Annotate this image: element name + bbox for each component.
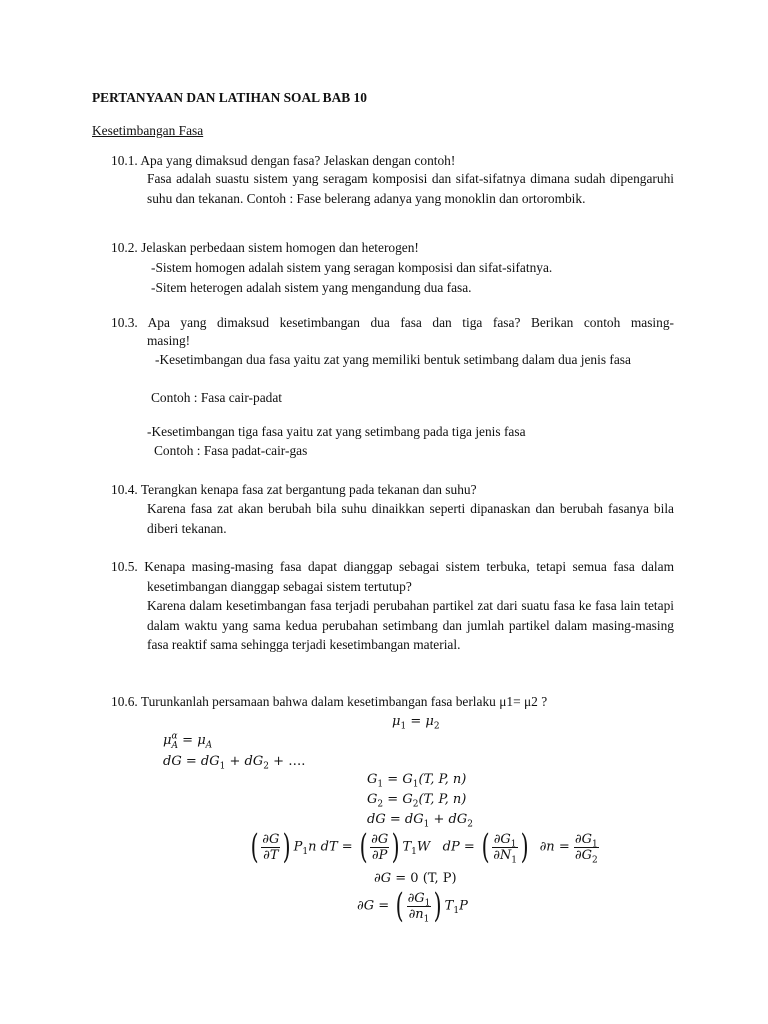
answer-10-3-two-phase: -Kesetimbangan dua fasa yaitu zat yang memiliki bentuk setimbang dalam dua jenis fasa — [155, 352, 631, 367]
question-10-5-text: 10.5. Kenapa masing-masing fasa dapat dianggap sebagai sistem terbuka, tetapi semua fasa dalam kesetimbangan dianggap sebagai sistem tertutup? — [111, 559, 674, 594]
equation-mu-alpha-a: $\mu^\alpha_A = \mu_A$ — [163, 731, 213, 751]
question-10-1: 10.1. Apa yang dimaksud dengan fasa? Jelaskan dengan contoh! — [111, 153, 456, 168]
question-10-5 — [111, 557, 674, 596]
question-10-4: 10.4. Terangkan kenapa fasa zat bergantung pada tekanan dan suhu? — [111, 482, 477, 497]
question-10-2: 10.2. Jelaskan perbedaan sistem homogen dan heterogen! — [111, 240, 419, 255]
question-10-3-line2: masing! — [147, 333, 191, 348]
question-10-6: 10.6. Turunkanlah persamaan bahwa dalam kesetimbangan fasa berlaku μ1= μ2 ? — [111, 694, 548, 709]
answer-10-3-three-phase: -Kesetimbangan tiga fasa yaitu zat yang setimbang pada tiga jenis fasa — [147, 424, 526, 439]
equation-dg-partial-g1: ∂G = ( $\frac{\partial G_1}{\partial n_1}$ ) $T_1P$ — [357, 886, 468, 926]
answer-10-1: Fasa adalah suastu sistem yang seragam komposisi dan sifat-sifatnya dimana sudah dipengaruhi suhu dan tekanan. Contoh : Fase belerang adanya yang monoklin dan ortorombik. — [147, 171, 674, 206]
equation-dg-sum: dG = $dG_1 + dG_2$ + …. — [163, 754, 306, 772]
equation-g1-function: $G_1 = G_1(T$, P, n) — [367, 772, 467, 790]
answer-10-2-homogeneous: -Sistem homogen adalah sistem yang seragan komposisi dan sifat-sifatnya. — [151, 260, 553, 275]
question-10-3-line1: 10.3. Apa yang dimaksud kesetimbangan dua fasa dan tiga fasa? Berikan contoh masing- — [111, 315, 674, 330]
answer-10-5: Karena dalam kesetimbangan fasa terjadi perubahan partikel zat dari suatu fasa ke fasa lain tetapi dalam waktu yang sama kedua perubahan setimbang dan jumlah partikel dalam masing-masing fasa reaktif sama sehingga terjadi kesetimbangan material. — [147, 598, 674, 653]
document-title: PERTANYAAN DAN LATIHAN SOAL BAB 10 — [92, 90, 367, 105]
answer-10-2-heterogeneous: -Sitem heterogen adalah sistem yang mengandung dua fasa. — [151, 280, 472, 295]
equation-dg-zero: ∂G = 0 (T, P) — [374, 871, 457, 886]
equation-partial-derivatives: ( $\frac{\partial G}{\partial T}$ ) $P_1n$ dT = ( $\frac{\partial G}{\partial P}$ ) $T_1W$ dP = ( $\frac{\partial G_1}{\partial N_1}$ ) ∂n = $\frac{\partial G_1}{\partial G_2}$ — [250, 827, 598, 867]
equation-dg-g1-g2: dG = $dG_1 + dG_2$ — [367, 812, 473, 830]
equation-g2-function: $G_2 = G_2(T$, P, n) — [367, 792, 467, 810]
equation-mu1-equals-mu2: $\mu_1 = \mu_2$ — [392, 714, 440, 732]
example-10-3-three-phase: Contoh : Fasa padat-cair-gas — [154, 443, 308, 458]
section-title: Kesetimbangan Fasa — [92, 123, 204, 138]
example-10-3-two-phase: Contoh : Fasa cair-padat — [151, 390, 282, 405]
answer-10-4: Karena fasa zat akan berubah bila suhu dinaikkan seperti dipanaskan dan berubah fasanya bila diberi tekanan. — [147, 501, 674, 536]
